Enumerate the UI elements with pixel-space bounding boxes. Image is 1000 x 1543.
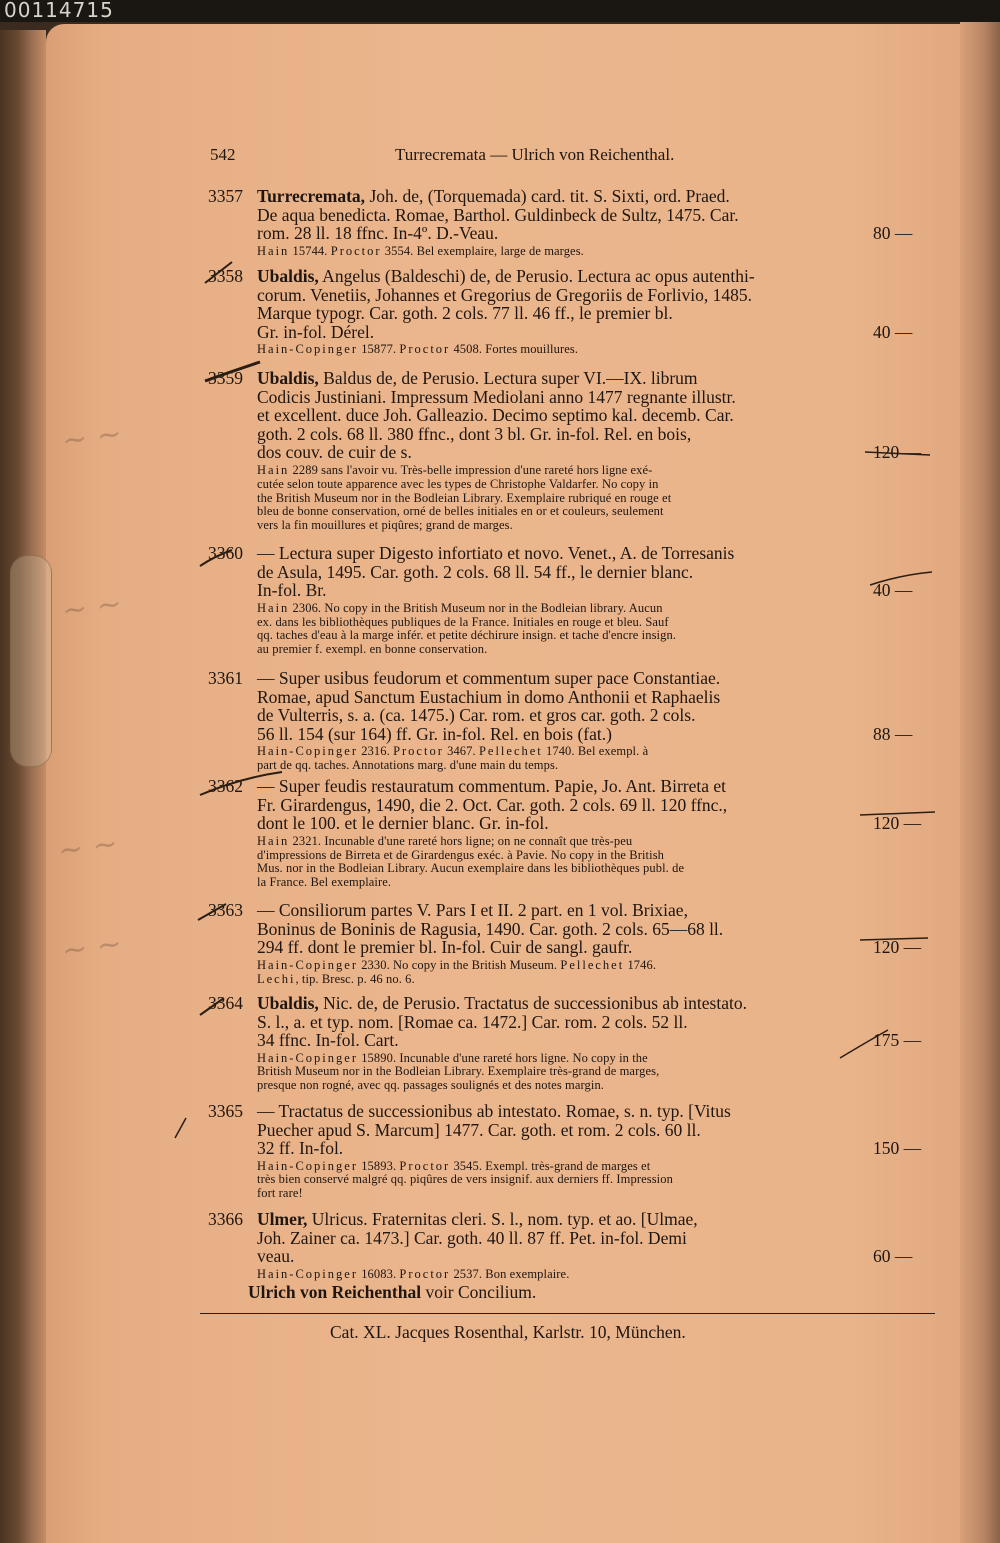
text-fragment: presque non rogné, avec qq. passages soulignés et des notes margin. — [257, 1078, 605, 1092]
text-fragment: Ulrich von Reichenthal — [248, 1282, 422, 1302]
text-fragment: la France. Bel exemplaire. — [257, 875, 392, 890]
footer-imprint: Cat. XL. Jacques Rosenthal, Karlstr. 10, München. — [330, 1322, 686, 1342]
text-fragment: Hain-Copinger — [257, 744, 358, 759]
text-fragment: fort rare! — [257, 1186, 303, 1200]
text-fragment: Nic. de, de Perusio. Tractatus de successionibus ab intestato. — [318, 993, 747, 1013]
text-fragment: S. l., a. et typ. nom. [Romae ca. 1472.] Car. rom. 2 cols. 52 ll. — [257, 1011, 688, 1032]
entry-number: 3363 — [208, 900, 243, 920]
entry-price: 120 — — [873, 937, 922, 958]
text-fragment: vers la fin mouillures et piqûres; grand de marges. — [257, 518, 513, 533]
text-fragment: cutée selon toute apparence avec les types de Christophe Valdarfer. No copy in — [257, 476, 659, 491]
text-fragment: 2321. Incunable d'une rareté hors ligne; on ne connaît que très-peu — [289, 833, 633, 848]
text-fragment: Boninus de Boninis de Ragusia, 1490. Car. goth. 2 cols. 65—68 ll. — [257, 918, 724, 939]
text-fragment: 56 ll. 154 (sur 164) ff. Gr. in-fol. Rel. en bois (fat.) — [257, 723, 612, 744]
pencil-annotation: ~ ~ — [55, 826, 120, 869]
text-fragment: Pellechet — [560, 957, 625, 972]
pencil-annotation: ~ ~ — [59, 586, 124, 629]
text-fragment: Lechi — [257, 971, 296, 986]
text-fragment: goth. 2 cols. 68 ll. 380 ffnc., dont 3 bl. Gr. in-fol. Rel. en bois, — [257, 423, 692, 444]
text-fragment: Angelus (Baldeschi) de, de Perusio. Lectura ac opus autenthi- — [318, 266, 755, 286]
text-fragment: dont le 100. et le dernier blanc. Gr. in-fol. — [257, 813, 549, 834]
text-fragment: Pellechet — [478, 744, 543, 759]
text-fragment: 34 ffnc. In-fol. Cart. — [257, 1030, 399, 1051]
entry-price: 88 — — [873, 723, 913, 744]
text-fragment: Turrecremata, — [257, 186, 366, 206]
text-fragment: 15877. — [357, 342, 400, 357]
text-fragment: Hain-Copinger — [257, 1050, 358, 1065]
corner-label: 00114715 — [0, 0, 1000, 22]
text-fragment: Proctor — [330, 243, 382, 258]
text-fragment: Hain — [257, 243, 290, 258]
text-fragment: Puecher apud S. Marcum] 1477. Car. goth. et rom. 2 cols. 60 ll. — [257, 1119, 701, 1140]
entry-price: 150 — — [873, 1138, 922, 1159]
entry-number: 3366 — [208, 1209, 243, 1229]
text-fragment: — Super feudis restauratum commentum. Papie, Jo. Ant. Birreta et — [257, 776, 726, 796]
text-fragment: Romae, apud Sanctum Eustachium in domo Anthonii et Raphaelis — [257, 686, 721, 707]
text-fragment: 16083. — [357, 1266, 400, 1281]
text-fragment: — Super usibus feudorum et commentum super pace Constantiae. — [257, 668, 721, 688]
text-fragment: Joh. de, (Torquemada) card. tit. S. Sixti, ord. Praed. — [365, 186, 730, 206]
text-fragment: Proctor — [399, 1158, 451, 1173]
text-fragment: Proctor — [399, 342, 451, 357]
text-fragment: Gr. in-fol. Dérel. — [257, 321, 375, 342]
text-fragment: très bien conservé malgré qq. piqûres de vers insignif. aux derniers ff. Impression — [257, 1172, 673, 1187]
text-fragment: de Asula, 1495. Car. goth. 2 cols. 68 ll. 54 ff., le dernier blanc. — [257, 561, 694, 582]
text-fragment: Codicis Justiniani. Impressum Mediolani anno 1477 regnante illustr. — [257, 386, 736, 407]
text-fragment: , tip. Bresc. p. 46 no. 6. — [295, 971, 415, 986]
text-fragment: 32 ff. In-fol. — [257, 1138, 344, 1159]
text-fragment: ex. dans les bibliothèques publiques de la France. Initiales en rouge et bleu. Sauf — [257, 614, 669, 629]
text-fragment: et excellent. duce Joh. Galleazio. Decimo septimo kal. decemb. Car. — [257, 405, 734, 426]
text-fragment: 2330. No copy in the British Museum. — [357, 957, 561, 972]
text-fragment: Joh. Zainer ca. 1473.] Car. goth. 40 ll. 87 ff. Pet. in-fol. Demi — [257, 1227, 687, 1248]
text-fragment: 15893. — [357, 1158, 400, 1173]
entry-price: 120 — — [873, 813, 922, 834]
text-fragment: Marque typogr. Car. goth. 2 cols. 77 ll. 46 ff., le premier bl. — [257, 303, 673, 324]
text-fragment: In-fol. Br. — [257, 580, 327, 601]
text-fragment: 3467. — [443, 744, 479, 759]
text-fragment: British Museum nor in the Bodleian Library. Exemplaire très-grand de marges, — [257, 1064, 660, 1079]
entry-price: 40 — — [873, 580, 913, 601]
text-fragment: de Vulterris, s. a. (ca. 1475.) Car. rom. et gros car. goth. 2 cols. — [257, 705, 696, 726]
text-fragment: 15744. — [289, 243, 331, 258]
text-fragment: au premier f. exempl. en bonne conservation. — [257, 642, 488, 657]
text-fragment: Ubaldis, — [257, 993, 319, 1013]
text-fragment: Hain — [257, 600, 290, 615]
text-fragment: Hain-Copinger — [257, 957, 358, 972]
text-fragment: 4508. Fortes mouillures. — [450, 342, 579, 357]
text-fragment: 1746. — [624, 957, 657, 972]
text-fragment: Proctor — [399, 1266, 451, 1281]
text-fragment: Hain — [257, 833, 290, 848]
pencil-annotation: ~ ~ — [59, 926, 124, 969]
text-fragment: dos couv. de cuir de s. — [257, 442, 412, 463]
entry-number: 3364 — [208, 993, 243, 1013]
footer-rule — [200, 1313, 935, 1314]
entry-number: 3359 — [208, 368, 243, 388]
text-fragment: veau. — [257, 1246, 295, 1267]
page-number: 542 — [210, 145, 236, 164]
text-fragment: — Tractatus de successionibus ab intestato. Romae, s. n. typ. [Vitus — [257, 1101, 731, 1121]
pencil-annotation: ~ ~ — [59, 416, 124, 459]
entry-number: 3358 — [208, 266, 243, 286]
text-fragment: 15890. Incunable d'une rareté hors ligne. No copy in the — [357, 1050, 648, 1065]
text-fragment: Hain-Copinger — [257, 342, 358, 357]
text-fragment: — Consiliorum partes V. Pars I et II. 2 part. en 1 vol. Brixiae, — [257, 900, 688, 920]
text-fragment: Hain-Copinger — [257, 1266, 358, 1281]
text-fragment: Baldus de, de Perusio. Lectura super VI.—IX. librum — [318, 368, 698, 388]
text-fragment: Ubaldis, — [257, 266, 319, 286]
text-fragment: 2289 sans l'avoir vu. Très-belle impression d'une rareté hors ligne exé- — [289, 463, 653, 477]
text-fragment: voir Concilium. — [421, 1282, 537, 1302]
entry-number: 3362 — [208, 776, 243, 796]
text-fragment: rom. 28 ll. 18 ffnc. In-4º. D.-Veau. — [257, 223, 499, 244]
text-fragment: 1740. Bel exempl. à — [542, 744, 649, 759]
entry-price: 80 — — [873, 223, 913, 244]
text-fragment: Proctor — [393, 744, 444, 759]
text-fragment: Hain — [257, 463, 290, 477]
text-fragment: Ulmer, — [257, 1209, 308, 1229]
entry-number: 3360 — [208, 543, 243, 563]
text-fragment: 294 ff. dont le premier bl. In-fol. Cuir de sangl. gaufr. — [257, 937, 633, 958]
text-fragment: Fr. Girardengus, 1490, die 2. Oct. Car. goth. 2 cols. 69 ll. 120 ffnc., — [257, 794, 728, 815]
text-fragment: Ubaldis, — [257, 368, 319, 388]
entry-price: 40 — — [873, 321, 913, 342]
entry-price: 175 — — [873, 1030, 922, 1051]
entry-price: 120 — — [873, 442, 922, 463]
text-fragment: d'impressions de Birreta et de Girardengus exéc. à Pavie. No copy in the British — [257, 847, 665, 862]
entry-number: 3365 — [208, 1101, 243, 1121]
text-fragment: corum. Venetiis, Johannes et Gregorius de Gregoriis de Forlivio, 1485. — [257, 284, 752, 305]
text-fragment: 3545. Exempl. très-grand de marges et — [450, 1158, 651, 1173]
text-fragment: part de qq. taches. Annotations marg. d'une main du temps. — [257, 758, 559, 773]
text-fragment: the British Museum nor in the Bodleian Library. Exemplaire rubriqué en rouge et — [257, 490, 672, 505]
text-fragment: — Lectura super Digesto infortiato et novo. Venet., A. de Torresanis — [257, 543, 735, 563]
text-fragment: 2306. No copy in the British Museum nor in the Bodleian library. Aucun — [289, 600, 663, 615]
entry-number: 3357 — [208, 186, 243, 206]
text-fragment: 2537. Bon exemplaire. — [450, 1266, 570, 1281]
text-fragment: Hain-Copinger — [257, 1158, 358, 1173]
text-fragment: 3554. Bel exemplaire, large de marges. — [381, 243, 584, 258]
text-fragment: bleu de bonne conservation, orné de belles initiales en or et couleurs, seulement — [257, 504, 664, 519]
text-fragment: qq. taches d'eau à la marge infér. et petite déchirure insign. et tache d'encre insign. — [257, 628, 677, 643]
entry-price: 60 — — [873, 1246, 913, 1267]
text-fragment: 2316. — [357, 744, 394, 759]
text-fragment: De aqua benedicta. Romae, Barthol. Guldinbeck de Sultz, 1475. Car. — [257, 204, 739, 225]
running-title: Turrecremata — Ulrich von Reichenthal. — [395, 145, 675, 164]
entry-number: 3361 — [208, 668, 243, 688]
text-fragment: Mus. nor in the Bodleian Library. Aucun exemplaire dans les bibliothèques publ. de — [257, 861, 685, 876]
text-fragment: Ulricus. Fraternitas cleri. S. l., nom. typ. et ao. [Ulmae, — [307, 1209, 698, 1229]
